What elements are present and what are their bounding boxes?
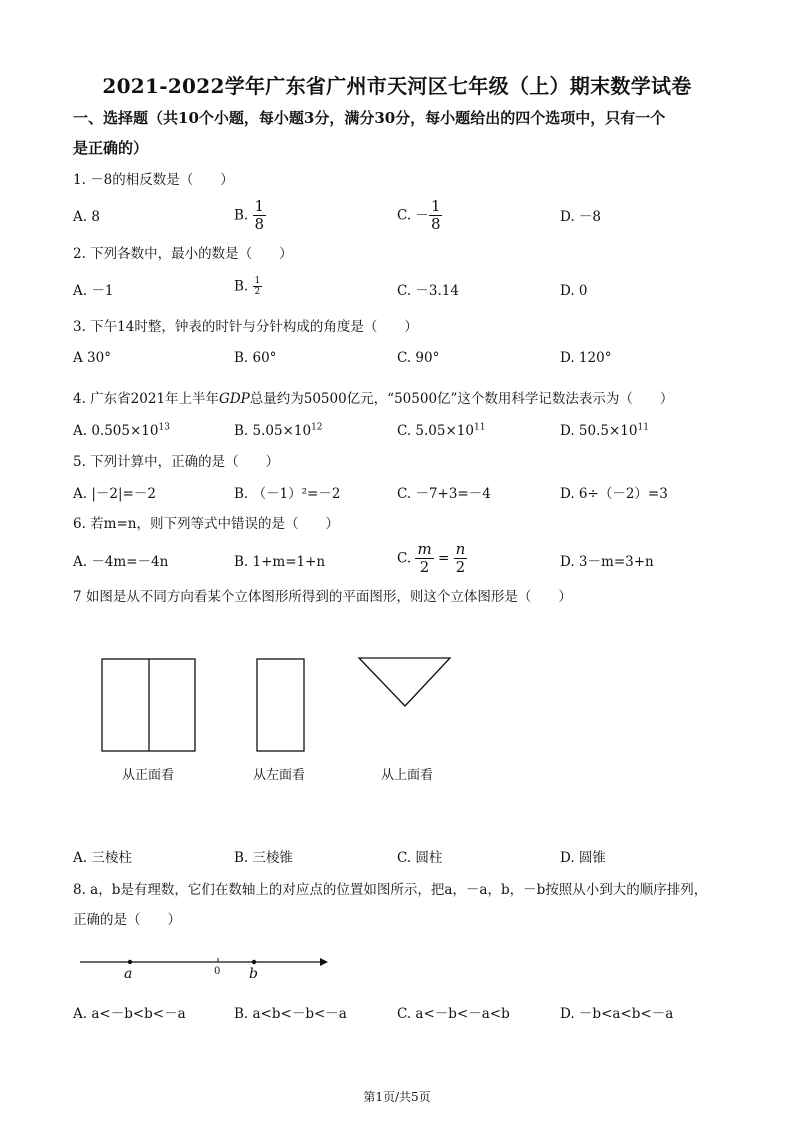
q1-option-a: A. 8 xyxy=(73,209,100,225)
caption-top-view: 从上面看 xyxy=(380,768,433,783)
point-b xyxy=(252,960,256,964)
section-heading-cont: 是正确的） xyxy=(73,139,149,157)
question-4-stem: 4. 广东省2021年上半年GDP总量约为50500亿元，“50500亿”这个数用科学记数法表示为（ ） xyxy=(73,391,674,407)
question-7-stem: 7 如图是从不同方向看某个立体图形所得到的平面图形，则这个立体图形是（ ） xyxy=(73,589,572,605)
question-3-stem: 3. 下午14时整，钟表的时针与分针构成的角度是（ ） xyxy=(73,319,418,335)
q5-option-a: A. |－2|=－2 xyxy=(73,486,156,502)
page-footer: 第1页/共5页 xyxy=(363,1090,431,1104)
question-8-stem-cont: 正确的是（ ） xyxy=(73,912,181,928)
question-1-stem: 1. －8的相反数是（ ） xyxy=(73,172,234,188)
q1-option-b: B. $\frac{1}{8}$ xyxy=(234,197,265,234)
q6-option-b: B. 1+m=1+n xyxy=(234,554,326,570)
section-heading: 一、选择题（共10个小题，每小题3分，满分30分，每小题给出的四个选项中，只有一个 xyxy=(73,109,666,127)
q7-option-d: D. 圆锥 xyxy=(560,850,606,866)
number-line xyxy=(78,950,328,990)
top-view-figure xyxy=(359,658,450,706)
q3-option-c: C. 90° xyxy=(397,350,440,366)
number-line-label-a: a xyxy=(124,966,133,982)
q2-option-a: A. －1 xyxy=(73,283,114,299)
q4-option-b: B. $5.05\times 10^{12}$ xyxy=(234,422,323,439)
q7-option-c: C. 圆柱 xyxy=(397,850,443,866)
q1-option-c: C. － $\frac{1}{8}$ xyxy=(397,197,441,234)
q8-option-a: A. a<－b<b<－a xyxy=(73,1006,186,1022)
left-view-figure xyxy=(257,659,304,751)
three-view-figures xyxy=(95,650,455,760)
q3-option-a: A 30° xyxy=(73,350,111,366)
arrow-head-icon xyxy=(320,958,328,966)
q8-option-b: B. a<b<－b<－a xyxy=(234,1006,347,1022)
q7-option-b: B. 三棱锥 xyxy=(234,850,294,866)
number-line-label-0: 0 xyxy=(214,966,221,977)
q2-option-c: C. －3.14 xyxy=(397,283,459,299)
question-6-stem: 6. 若m=n，则下列等式中错误的是（ ） xyxy=(73,516,339,532)
point-a xyxy=(128,960,132,964)
q3-option-b: B. 60° xyxy=(234,350,277,366)
q5-option-b: B. （－1）²=－2 xyxy=(234,486,341,502)
q8-option-d: D. －b<a<b<－a xyxy=(560,1006,674,1022)
question-5-stem: 5. 下列计算中，正确的是（ ） xyxy=(73,454,280,470)
q4-option-a: A. $0.505\times 10^{13}$ xyxy=(73,422,170,439)
q2-option-d: D. 0 xyxy=(560,283,588,299)
question-2-stem: 2. 下列各数中，最小的数是（ ） xyxy=(73,246,293,262)
front-view-figure xyxy=(102,659,195,751)
q4-option-c: C. $5.05\times 10^{11}$ xyxy=(397,422,486,439)
caption-front-view: 从正面看 xyxy=(121,768,174,783)
q5-option-c: C. －7+3=－4 xyxy=(397,486,491,502)
caption-left-view: 从左面看 xyxy=(252,768,305,783)
q6-option-d: D. 3－m=3+n xyxy=(560,554,654,570)
q3-option-d: D. 120° xyxy=(560,350,612,366)
question-8-stem: 8. a，b是有理数，它们在数轴上的对应点的位置如图所示，把a，－a，b，－b按照从小到大的顺序排列， xyxy=(73,882,708,898)
q6-option-c: C. $\frac{m}{2}$ = $\frac{n}{2}$ xyxy=(397,540,466,577)
q2-option-b: B. $\frac{1}{2}$ xyxy=(234,276,261,298)
q5-option-d: D. 6÷（－2）=3 xyxy=(560,486,668,502)
q1-option-d: D. －8 xyxy=(560,209,602,225)
number-line-label-b: b xyxy=(249,966,258,982)
q8-option-c: C. a<－b<－a<b xyxy=(397,1006,510,1022)
page-title: 2021-2022学年广东省广州市天河区七年级（上）期末数学试卷 xyxy=(102,74,692,98)
q7-option-a: A. 三棱柱 xyxy=(73,850,132,866)
q4-option-d: D. $50.5\times 10^{11}$ xyxy=(560,422,649,439)
q6-option-a: A. －4m=－4n xyxy=(73,554,169,570)
